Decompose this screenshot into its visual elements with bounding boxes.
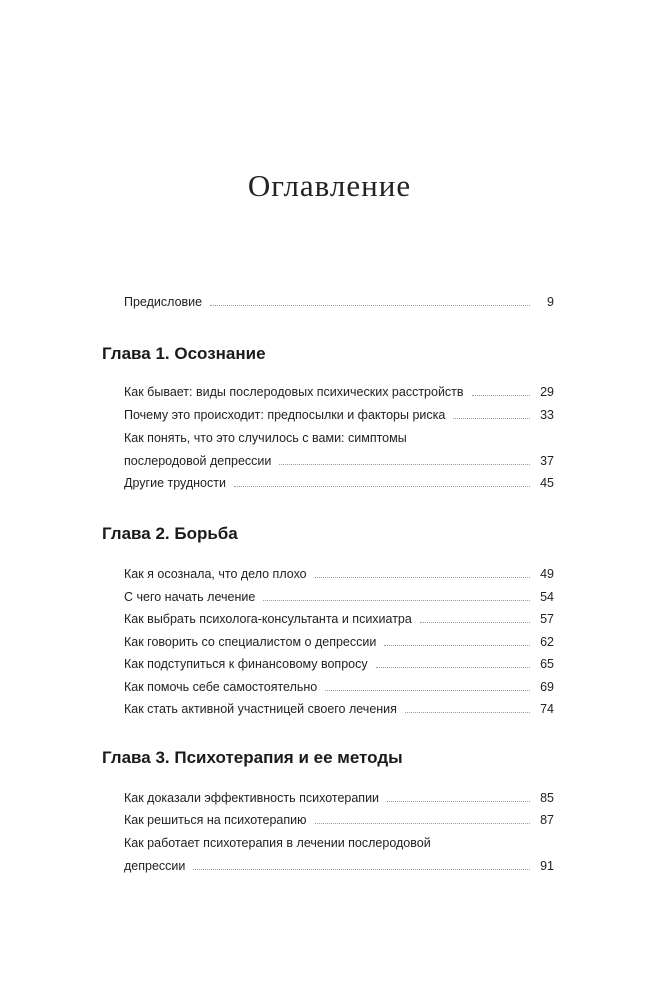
toc-entry-label: Как стать активной участницей своего лечения — [124, 702, 397, 716]
toc-page-number: 91 — [540, 859, 554, 873]
toc-entry-label: С чего начать лечение — [124, 590, 256, 604]
dot-leader — [193, 869, 530, 870]
dot-leader — [420, 622, 530, 623]
toc-page-number: 62 — [540, 635, 554, 649]
toc-entry[interactable] — [124, 384, 554, 400]
toc-entry-label: Предисловие — [124, 295, 203, 309]
toc-entry-label: Как бывает: виды послеродовых психических расстройств — [124, 385, 464, 399]
toc-entry-first-line[interactable]: Как понять, что это случилось с вами: симптомы — [124, 431, 407, 445]
toc-entry[interactable] — [124, 701, 554, 717]
dot-leader — [405, 712, 530, 713]
toc-page-number: 45 — [540, 476, 554, 490]
toc-page-number: 74 — [540, 702, 554, 716]
toc-entry-label: послеродовой депрессии — [124, 454, 272, 468]
toc-entry-label: Почему это происходит: предпосылки и факторы риска — [124, 408, 446, 422]
toc-page-number: 29 — [540, 385, 554, 399]
dot-leader — [210, 305, 530, 306]
toc-page-number: 87 — [540, 813, 554, 827]
toc-entry-label: Как говорить со специалистом о депрессии — [124, 635, 377, 649]
toc-entry[interactable] — [124, 407, 554, 423]
toc-entry[interactable] — [124, 475, 554, 491]
page-title: Оглавление — [247, 168, 412, 203]
toc-page-number: 49 — [540, 567, 554, 581]
dot-leader — [234, 486, 530, 487]
toc-entry[interactable] — [124, 589, 554, 605]
toc-page-number: 57 — [540, 612, 554, 626]
dot-leader — [384, 645, 530, 646]
toc-entry[interactable] — [124, 566, 554, 582]
toc-entry-first-line[interactable]: Как работает психотерапия в лечении послеродовой — [124, 836, 431, 850]
dot-leader — [263, 600, 530, 601]
toc-entry[interactable] — [124, 453, 554, 469]
toc-page-number: 54 — [540, 590, 554, 604]
toc-entry-label: Как подступиться к финансовому вопросу — [124, 657, 368, 671]
toc-entry-label: Как помочь себе самостоятельно — [124, 680, 318, 694]
chapter-2-title[interactable]: Глава 2. Борьба — [102, 524, 238, 543]
toc-page-number: 85 — [540, 791, 554, 805]
toc-entry-label: Как решиться на психотерапию — [124, 813, 307, 827]
dot-leader — [315, 577, 530, 578]
dot-leader — [472, 395, 530, 396]
dot-leader — [279, 464, 530, 465]
chapter-3-title[interactable]: Глава 3. Психотерапия и ее методы — [102, 748, 403, 767]
toc-page-number: 69 — [540, 680, 554, 694]
toc-entry-label: Другие трудности — [124, 476, 226, 490]
toc-page-number: 33 — [540, 408, 554, 422]
toc-page-number: 37 — [540, 454, 554, 468]
toc-entry[interactable] — [124, 812, 554, 828]
toc-entry[interactable] — [124, 611, 554, 627]
toc-entry-label: Как выбрать психолога-консультанта и психиатра — [124, 612, 412, 626]
dot-leader — [376, 667, 530, 668]
dot-leader — [325, 690, 530, 691]
toc-entry[interactable] — [124, 858, 554, 874]
toc-entry[interactable] — [124, 679, 554, 695]
toc-page-number: 65 — [540, 657, 554, 671]
toc-page-number: 9 — [547, 295, 554, 309]
toc-entry[interactable] — [124, 790, 554, 806]
toc-entry-label: Как я осознала, что дело плохо — [124, 567, 307, 581]
dot-leader — [387, 801, 530, 802]
toc-entry-label: Как доказали эффективность психотерапии — [124, 791, 380, 805]
toc-entry-preface[interactable] — [124, 294, 554, 310]
chapter-1-title[interactable]: Глава 1. Осознание — [102, 344, 266, 363]
dot-leader — [315, 823, 530, 824]
toc-entry[interactable] — [124, 656, 554, 672]
dot-leader — [453, 418, 530, 419]
toc-entry-label: депрессии — [124, 859, 186, 873]
toc-entry[interactable] — [124, 634, 554, 650]
